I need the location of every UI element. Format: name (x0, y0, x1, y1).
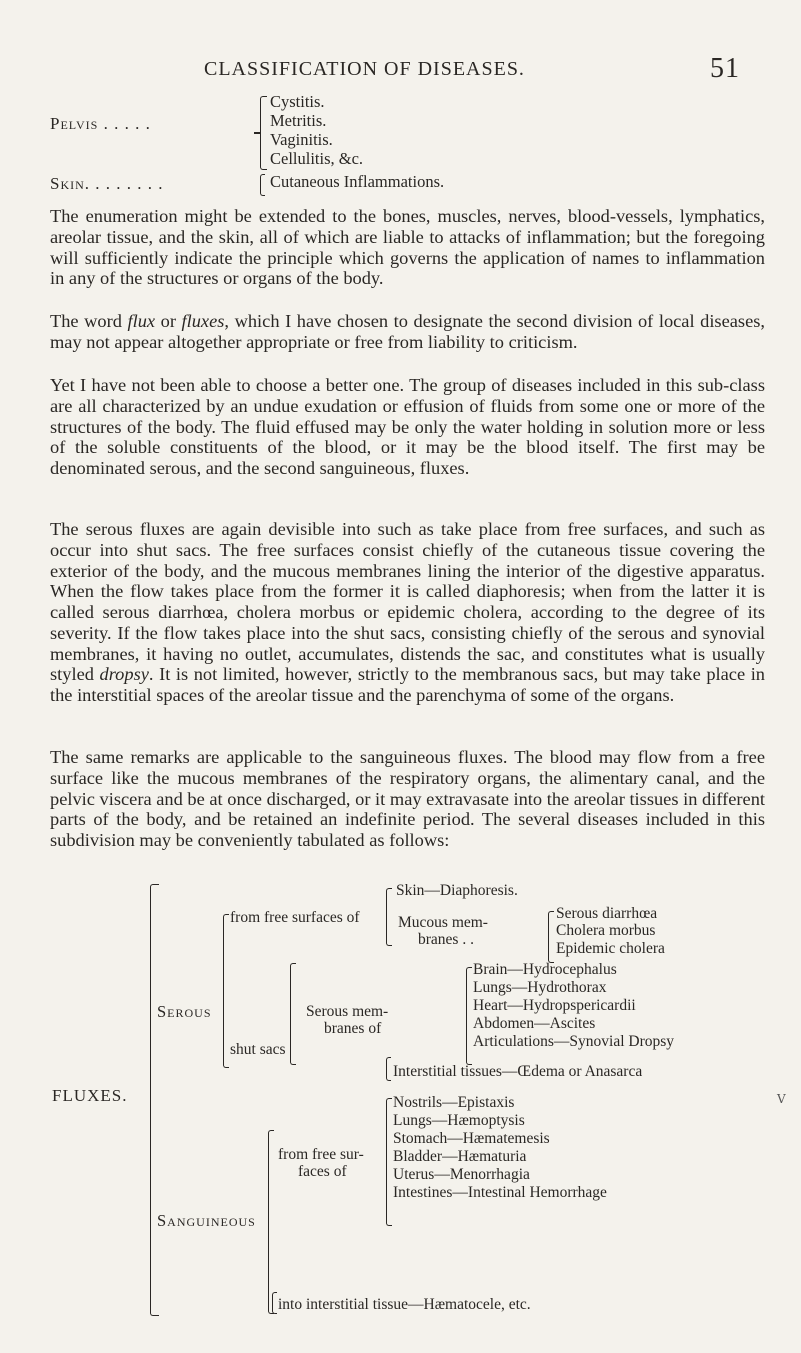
mucous-membranes-label-1: Mucous mem- (398, 914, 488, 931)
fluxes-brace (150, 884, 159, 1316)
paragraph-3: Yet I have not been able to choose a better one. The group of diseases included in this sub-class are all characterized by an undue exudation or effusion of fluids from some one or more of the structures of the body. The fluid effused may be only the water holding in solution more or less of the soluble constituents of the blood, or it may be the blood itself. The first may be denominated serous, and the second sanguineous, fluxes. (50, 375, 765, 478)
sang-item-5: Uterus—Menorrhagia (393, 1166, 530, 1183)
p2-italic-fluxes: fluxes (181, 311, 225, 331)
sanguineous-label: Sanguineous (157, 1211, 256, 1230)
fluxes-label: FLUXES. (52, 1086, 128, 1105)
p2-italic-flux: flux (127, 311, 156, 331)
paragraph-5: The same remarks are applicable to the sanguineous fluxes. The blood may flow from a free surface like the mucous membranes of the respiratory organs, the alimentary canal, and the pelvic viscera and be at once discharged, or it may extravasate into the areolar tissues in different parts of the body, and be retained an indefinite period. The several diseases included in this subdivision may be conveniently tabulated as follows: (50, 747, 765, 850)
serous-membranes-brace (466, 967, 472, 1065)
mucous-brace (548, 911, 554, 963)
p4-italic-dropsy: dropsy (99, 664, 149, 685)
serous-membranes-label-2: branes of (324, 1020, 382, 1037)
paragraph-4 (50, 519, 765, 706)
free-surfaces-brace (386, 888, 392, 946)
sang-from-free-1: from free sur- (278, 1146, 364, 1163)
sang-item-4: Bladder—Hæmaturia (393, 1148, 527, 1165)
p2-text-e: , which I have chosen to designate the second division of local diseases, may not appear altogether appropriate or free from liability to criticism. (50, 311, 765, 352)
pelvis-item-4: Cellulitis, &c. (270, 149, 364, 168)
sang-item-2: Lungs—Hæmoptysis (393, 1112, 525, 1129)
page-header-title: CLASSIFICATION OF DISEASES. (204, 58, 525, 80)
pelvis-item-2: Metritis. (270, 111, 327, 130)
skin-brace (260, 174, 265, 196)
serous-item-5: Articulations—Synovial Dropsy (473, 1033, 675, 1050)
serous-item-3: Heart—Hydropspericardii (473, 997, 636, 1014)
serous-brace (223, 914, 229, 1068)
pelvis-brace (260, 96, 267, 170)
pelvis-brace-tip (254, 132, 260, 134)
shut-sacs-label: shut sacs (230, 1041, 286, 1058)
mucous-item-1: Serous diarrhœa (556, 905, 658, 922)
margin-mark: V (777, 1092, 786, 1106)
p2-text-c: or (155, 311, 182, 331)
sanguineous-brace (268, 1130, 274, 1314)
skin-label: Skin. . . . . . . . (50, 174, 164, 193)
running-header (0, 53, 801, 84)
skin-diaphoresis: Skin—Diaphoresis. (396, 882, 518, 899)
paragraph-2 (50, 311, 765, 353)
p2-text-a: The word (50, 311, 128, 331)
mucous-item-3: Epidemic cholera (556, 940, 665, 957)
serous-item-2: Lungs—Hydrothorax (473, 979, 607, 996)
p4-text-a: The serous fluxes are again devisible into such as take place from free surfaces, and such as occur into shut sacs. The free surfaces consist chiefly of the cutaneous tissue covering the exterior of the body, and the mucous membranes lining the interior of the digestive apparatus. When the flow takes place from the former it is called diaphoresis; when from the latter it is called serous diarrhœa, cholera morbus or epidemic cholera, according to the degree of its severity. If the flow takes place into the shut sacs, consisting chiefly of the serous and synovial membranes, it having no outlet, accumulates, distends the sac, and constitutes what is usually styled (50, 519, 765, 685)
interstitial-brace (386, 1057, 391, 1081)
mucous-membranes-label-2: branes . . (418, 931, 474, 948)
shut-sacs-brace (290, 963, 296, 1065)
serous-membranes-label-1: Serous mem- (306, 1003, 389, 1020)
paragraph-1: The enumeration might be extended to the bones, muscles, nerves, blood-vessels, lymphatics, areolar tissue, and the skin, all of which are liable to attacks of inflammation; but the foregoing will sufficiently indicate the principle which governs the application of names to inflammation in any of the structures or organs of the body. (50, 206, 765, 289)
interstitial-tissues: Interstitial tissues—Œdema or Anasarca (393, 1063, 643, 1080)
mucous-item-2: Cholera morbus (556, 922, 656, 939)
serous-item-4: Abdomen—Ascites (473, 1015, 596, 1032)
sang-free-brace (386, 1098, 392, 1226)
serous-item-1: Brain—Hydrocephalus (473, 961, 617, 978)
skin-item: Cutaneous Inflammations. (270, 172, 445, 191)
serous-label: Serous (157, 1002, 212, 1021)
from-free-surfaces-label: from free surfaces of (230, 909, 360, 926)
into-interstitial: into interstitial tissue—Hæmatocele, etc. (278, 1296, 531, 1313)
sang-item-1: Nostrils—Epistaxis (393, 1094, 515, 1111)
sang-item-3: Stomach—Hæmatemesis (393, 1130, 550, 1147)
sang-from-free-2: faces of (298, 1163, 347, 1180)
p4-text-c: . It is not limited, however, strictly to the membranous sacs, but may take place in the interstitial spaces of the areolar tissue and the parenchyma of some of the organs. (50, 664, 765, 705)
into-interstitial-brace (272, 1292, 277, 1314)
sang-item-6: Intestines—Intestinal Hemorrhage (393, 1184, 607, 1201)
pelvis-label: Pelvis . . . . . (50, 114, 151, 133)
page-number: 51 (710, 53, 740, 84)
pelvis-item-3: Vaginitis. (270, 130, 333, 149)
pelvis-item-1: Cystitis. (270, 92, 325, 111)
